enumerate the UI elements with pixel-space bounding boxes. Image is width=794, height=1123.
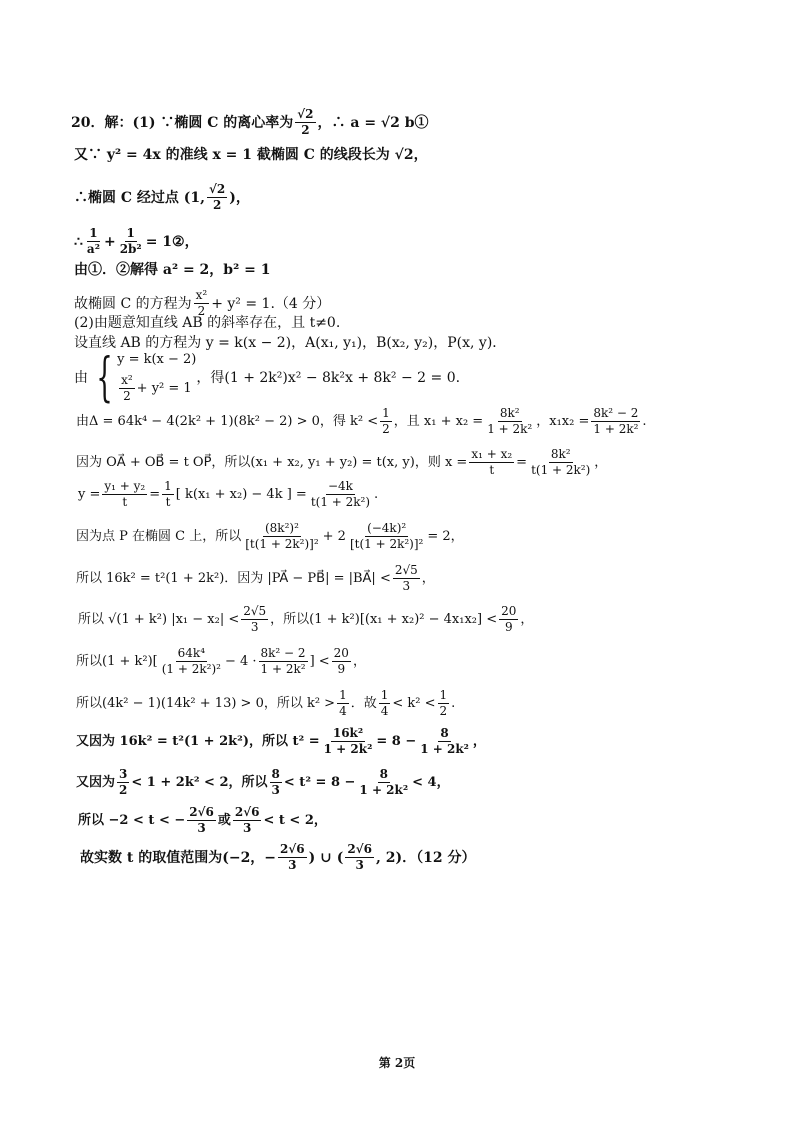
- fraction: [380, 407, 392, 436]
- numerator: 8: [270, 768, 282, 783]
- text: 所以 √(1 + k²) |x₁ − x₂| <: [78, 612, 240, 628]
- line-4: [74, 227, 199, 256]
- text: 因为点 P 在椭圆 C 上，所以: [76, 529, 242, 545]
- text: =: [516, 455, 528, 471]
- text: + y² = 1.（4 分）: [211, 295, 331, 312]
- numerator: √2: [295, 108, 315, 123]
- fraction: [233, 806, 262, 835]
- line-6: [74, 289, 330, 318]
- text: 因为 OA⃗ + OB⃗ = t OP⃗，所以(x₁ + x₂, y₁ + y₂) = t(x, y)，则 x =: [76, 455, 468, 471]
- numerator: 1: [379, 689, 391, 704]
- line-15: [78, 605, 533, 634]
- fraction: [162, 480, 174, 509]
- text: ，且 x₁ + x₂ =: [393, 414, 484, 430]
- denominator: 2: [212, 198, 222, 213]
- text: = 8 −: [376, 734, 417, 750]
- fraction: [117, 768, 129, 797]
- text: 所以(1 + k²)[: [76, 654, 158, 670]
- denominator: 2: [119, 783, 128, 798]
- denominator: [t(1 + 2k²)]²: [349, 537, 424, 552]
- fraction: [241, 605, 268, 634]
- denominator: 1 + 2k²: [260, 662, 306, 677]
- text: < k² <: [392, 696, 436, 712]
- text: 由: [74, 370, 88, 386]
- text: ，: [421, 571, 435, 587]
- numerator: 1: [337, 689, 349, 704]
- numerator: 2√6: [278, 843, 307, 858]
- equation-system: [88, 348, 197, 408]
- denominator: t: [165, 495, 171, 510]
- numerator: 20: [499, 605, 518, 620]
- numerator: 8: [378, 768, 390, 783]
- numerator: 2√5: [241, 605, 268, 620]
- text: ，∴ a = √2 b①: [317, 114, 429, 131]
- numerator: 1: [380, 407, 392, 422]
- numerator: 1: [438, 689, 450, 704]
- fraction: [332, 647, 351, 676]
- text: ，: [472, 734, 486, 750]
- fraction: [438, 689, 450, 718]
- line-21-answer: [80, 843, 475, 872]
- text: ∴椭圆 C 经过点 (1,: [74, 189, 206, 206]
- fraction: [259, 647, 308, 676]
- numerator: 1: [87, 227, 99, 242]
- denominator: 1 + 2k²: [420, 742, 469, 757]
- text: [ k(x₁ + x₂) − 4k ] =: [175, 487, 307, 503]
- numerator: 8k² − 2: [591, 407, 640, 422]
- denominator: 1 + 2k²: [487, 422, 533, 437]
- denominator: 3: [271, 783, 280, 798]
- fraction: [322, 727, 375, 756]
- text: < 1 + 2k² < 2，所以: [131, 775, 268, 791]
- left-brace-icon: {: [96, 348, 113, 408]
- numerator: 16k²: [331, 727, 365, 742]
- fraction: [379, 689, 391, 718]
- denominator: 3: [242, 821, 252, 836]
- numerator: 8k²: [549, 448, 573, 463]
- fraction: [295, 108, 315, 137]
- text: 设直线 AB 的方程为 y = k(x − 2)，A(x₁, y₁)，B(x₂, y₂)，P(x, y)．: [74, 335, 507, 351]
- numerator: 8k² − 2: [259, 647, 308, 662]
- text: ] <: [309, 654, 330, 670]
- denominator: 4: [380, 704, 389, 719]
- denominator: t(1 + 2k²): [310, 495, 371, 510]
- text: 又因为: [76, 775, 116, 791]
- line-1: [71, 108, 429, 137]
- line-12: [78, 480, 378, 509]
- denominator: 9: [337, 662, 346, 677]
- denominator: 1 + 2k²: [323, 742, 373, 757]
- numerator: −4k: [326, 480, 355, 495]
- denominator: 4: [339, 704, 347, 719]
- text: 20．解：(1) ∵椭圆 C 的离心率为: [71, 114, 294, 131]
- numerator: √2: [207, 183, 227, 198]
- numerator: (8k²)²: [263, 522, 301, 537]
- denominator: 1 + 2k²: [359, 783, 409, 798]
- text: ) ∪ (: [308, 849, 344, 866]
- line-17: [76, 689, 455, 718]
- denominator: [t(1 + 2k²)]²: [245, 537, 319, 552]
- text: .: [374, 487, 379, 503]
- numerator: 8: [438, 727, 450, 742]
- text: ，: [594, 455, 608, 471]
- fraction: [357, 768, 410, 797]
- text: + y² = 1: [136, 381, 192, 396]
- line-7: [74, 316, 340, 330]
- denominator: 3: [402, 579, 411, 594]
- denominator: 2: [123, 389, 131, 403]
- line-19: [76, 768, 450, 797]
- text: ，: [520, 612, 534, 628]
- fraction: [469, 448, 514, 477]
- denominator: t: [489, 463, 495, 478]
- text: < t² = 8 −: [283, 775, 356, 791]
- denominator: (1 + 2k²)²: [161, 662, 221, 677]
- text: ，: [352, 654, 366, 670]
- fraction: [499, 605, 518, 634]
- text: (2)由题意知直线 AB 的斜率存在，且 t≠0.: [74, 315, 341, 331]
- denominator: a²: [86, 242, 100, 257]
- text: + 2: [322, 529, 346, 545]
- text: < 4，: [412, 775, 450, 791]
- numerator: 1: [162, 480, 174, 495]
- text: , 2)．（12 分）: [375, 849, 476, 866]
- text: ，x₁x₂ =: [536, 414, 590, 430]
- line-8: [74, 336, 506, 350]
- numerator: 2√5: [393, 564, 420, 579]
- numerator: 64k⁴: [176, 647, 207, 662]
- text: ∴: [74, 233, 83, 250]
- line-9: [74, 348, 461, 408]
- system-row: y = k(x − 2): [117, 351, 197, 367]
- fraction: [102, 480, 147, 509]
- line-2: [74, 148, 428, 162]
- text: 由Δ = 64k⁴ − 4(2k² + 1)(8k² − 2) > 0，得 k² <: [76, 414, 379, 430]
- denominator: 3: [288, 858, 297, 873]
- line-14: [76, 564, 435, 593]
- fraction: [187, 806, 216, 835]
- fraction: [348, 522, 425, 551]
- denominator: 2: [439, 704, 448, 719]
- fraction: [207, 183, 227, 212]
- line-13: [76, 522, 464, 551]
- fraction: [85, 227, 102, 256]
- numerator: 2√6: [187, 806, 216, 821]
- fraction: [393, 564, 420, 593]
- fraction: [243, 522, 320, 551]
- text: 由①．②解得 a² = 2，b² = 1: [74, 262, 271, 278]
- fraction: [270, 768, 282, 797]
- numerator: x₁ + x₂: [469, 448, 514, 463]
- fraction: [119, 374, 135, 403]
- text: .: [451, 696, 456, 712]
- text: − 4 ·: [224, 654, 257, 670]
- text: ，得(1 + 2k²)x² − 8k²x + 8k² − 2 = 0.: [196, 370, 461, 386]
- denominator: 2: [197, 304, 206, 319]
- denominator: t: [122, 495, 128, 510]
- text: 故椭圆 C 的方程为: [74, 295, 192, 312]
- text: ，所以(1 + k²)[(x₁ + x₂)² − 4x₁x₂] <: [270, 612, 498, 628]
- text: 故实数 t 的取值范围为(−2，−: [80, 849, 277, 866]
- fraction: [529, 448, 592, 477]
- text: = 1②，: [145, 233, 199, 250]
- line-10: [76, 407, 647, 436]
- text: y =: [78, 487, 101, 503]
- system-rows: [117, 353, 196, 403]
- text: =: [149, 487, 161, 503]
- fraction: [337, 689, 349, 718]
- denominator: 3: [355, 858, 364, 873]
- line-16: [76, 647, 366, 676]
- denominator: t(1 + 2k²): [531, 463, 591, 478]
- fraction: [418, 727, 471, 756]
- line-5: [74, 263, 270, 277]
- fraction: [345, 843, 374, 872]
- fraction: [309, 480, 372, 509]
- text: .: [642, 414, 647, 430]
- numerator: (−4k)²: [365, 522, 408, 537]
- numerator: 8k²: [498, 407, 522, 422]
- text: ．故: [350, 696, 377, 712]
- numerator: 1: [125, 227, 137, 242]
- text: 或: [217, 813, 231, 829]
- denominator: 2b²: [119, 242, 142, 257]
- numerator: 20: [332, 647, 351, 662]
- text: 又因为 16k² = t²(1 + 2k²)，所以 t² =: [76, 734, 320, 750]
- denominator: 2: [382, 422, 390, 437]
- text: )，: [229, 189, 250, 206]
- line-3: [74, 183, 250, 212]
- numerator: 3: [117, 768, 129, 783]
- text: 所以(4k² − 1)(14k² + 13) > 0，所以 k² >: [76, 696, 336, 712]
- text: < t < 2，: [263, 813, 327, 829]
- text: +: [103, 233, 116, 250]
- fraction: [278, 843, 307, 872]
- text: 所以 16k² = t²(1 + 2k²)．因为 |PA⃗ − PB⃗| = |BA⃗| <: [76, 571, 391, 587]
- fraction: [485, 407, 534, 436]
- denominator: 9: [504, 620, 513, 635]
- line-18: [76, 727, 486, 756]
- denominator: 3: [197, 821, 206, 836]
- denominator: 1 + 2k²: [593, 422, 639, 437]
- system-row: [117, 374, 196, 403]
- numerator: x²: [194, 289, 210, 304]
- page-number: 第 2页: [378, 1056, 416, 1070]
- fraction: [194, 289, 210, 318]
- fraction: [591, 407, 640, 436]
- fraction: [160, 647, 223, 676]
- line-11: [76, 448, 607, 477]
- numerator: x²: [119, 374, 135, 389]
- line-20: [78, 806, 327, 835]
- numerator: 2√6: [345, 843, 374, 858]
- numerator: y₁ + y₂: [102, 480, 147, 495]
- fraction: [118, 227, 144, 256]
- denominator: 3: [250, 620, 259, 635]
- text: 所以 −2 < t < −: [78, 813, 186, 829]
- text: 又∵ y² = 4x 的准线 x = 1 截椭圆 C 的线段长为 √2，: [74, 147, 428, 163]
- numerator: 2√6: [233, 806, 262, 821]
- text: = 2，: [427, 529, 464, 545]
- denominator: 2: [301, 123, 310, 138]
